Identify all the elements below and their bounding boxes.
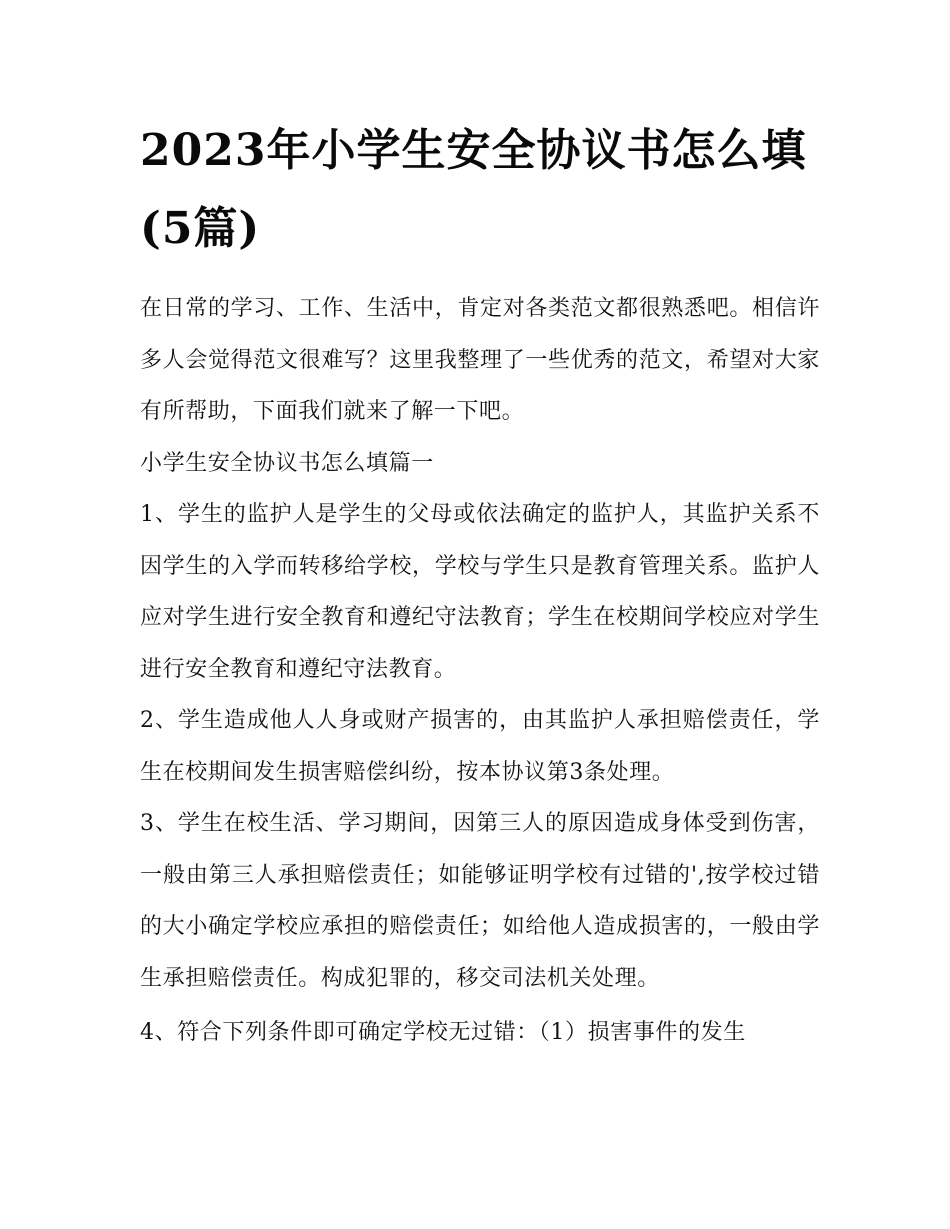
clause-1: 1、学生的监护人是学生的父母或依法确定的监护人，其监护关系不因学生的入学而转移给学校，学校与学生只是教育管理关系。监护人应对学生进行安全教育和遵纪守法教育；学生在校期间学校应对学生进行安全教育和遵纪守法教育。 xyxy=(140,502,820,682)
intro-paragraph: 在日常的学习、工作、生活中，肯定对各类范文都很熟悉吧。相信许多人会觉得范文很难写？这里我整理了一些优秀的范文，希望对大家有所帮助，下面我们就来了解一下吧。 xyxy=(140,296,820,424)
clause-4: 4、符合下列条件即可确定学校无过错：（1）损害事件的发生 xyxy=(140,1020,746,1045)
clause-3: 3、学生在校生活、学习期间，因第三人的原因造成身体受到伤害，一般由第三人承担赔偿责任；如能够证明学校有过错的',按学校过错的大小确定学校应承担的赔偿责任；如给他人造成损害的，一般由学生承担赔偿责任。构成犯罪的，移交司法机关处理。 xyxy=(140,811,820,991)
section-heading: 小学生安全协议书怎么填篇一 xyxy=(140,450,434,476)
document-content xyxy=(140,112,820,1059)
document-title: 2023年小学生安全协议书怎么填(5篇) xyxy=(140,125,807,254)
clause-2: 2、学生造成他人人身或财产损害的，由其监护人承担赔偿责任，学生在校期间发生损害赔偿纠纷，按本协议第3条处理。 xyxy=(140,708,820,785)
